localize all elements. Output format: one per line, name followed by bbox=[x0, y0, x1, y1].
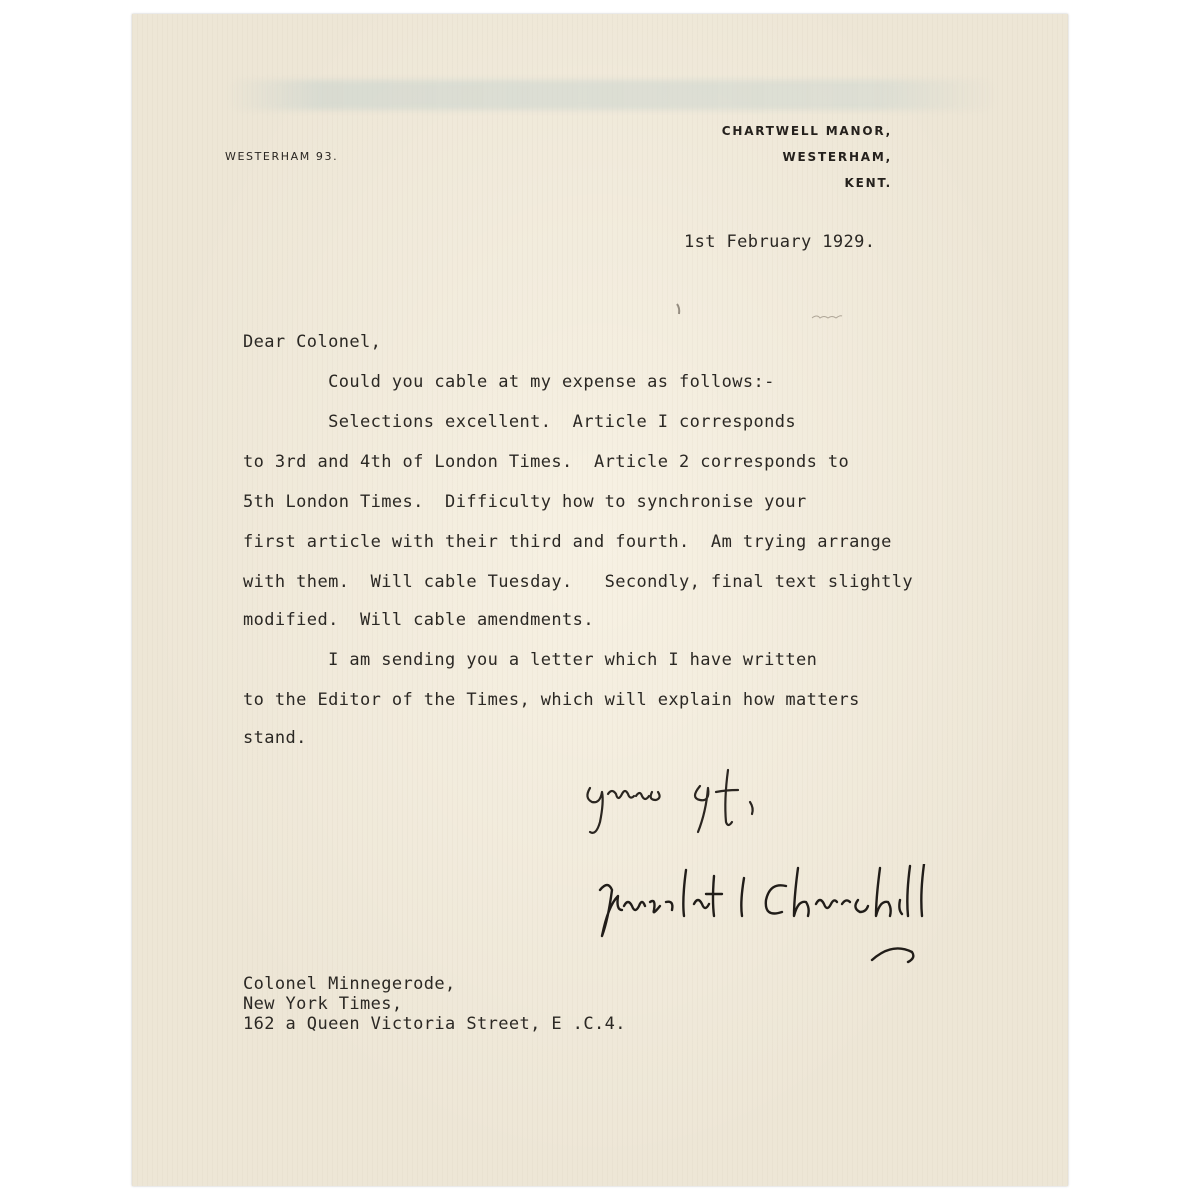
faint-pencil-mark bbox=[672, 296, 852, 336]
handwritten-closing bbox=[578, 766, 818, 856]
body-line: to the Editor of the Times, which will explain how matters bbox=[243, 690, 860, 710]
recipient-line: Colonel Minnegerode, bbox=[243, 974, 456, 994]
body-line: I am sending you a letter which I have written bbox=[243, 650, 818, 670]
letterhead-telephone: WESTERHAM 93. bbox=[225, 150, 339, 163]
letter-page bbox=[132, 14, 1068, 1186]
body-line: modified. Will cable amendments. bbox=[243, 610, 594, 630]
salutation: Dear Colonel, bbox=[243, 332, 382, 352]
body-line: 5th London Times. Difficulty how to synchronise your bbox=[243, 492, 807, 512]
recipient-line: 162 a Queen Victoria Street, E .C.4. bbox=[243, 1014, 626, 1034]
letter-date: 1st February 1929. bbox=[684, 232, 876, 252]
letterhead-address-line: WESTERHAM, bbox=[782, 150, 892, 164]
body-line: stand. bbox=[243, 728, 307, 748]
handwritten-signature bbox=[590, 864, 950, 974]
body-line: to 3rd and 4th of London Times. Article 2 corresponds to bbox=[243, 452, 850, 472]
body-line: first article with their third and fourth. Am trying arrange bbox=[243, 532, 892, 552]
recipient-line: New York Times, bbox=[243, 994, 403, 1014]
body-line: Could you cable at my expense as follows:- bbox=[243, 372, 775, 392]
body-line: Selections excellent. Article I corresponds bbox=[243, 412, 797, 432]
letterhead-embossed-band bbox=[227, 80, 997, 110]
letterhead-address-line: KENT. bbox=[844, 176, 892, 190]
letterhead-address-line: CHARTWELL MANOR, bbox=[721, 124, 892, 138]
letterhead-address bbox=[722, 118, 892, 196]
body-line: with them. Will cable Tuesday. Secondly, final text slightly bbox=[243, 572, 913, 592]
